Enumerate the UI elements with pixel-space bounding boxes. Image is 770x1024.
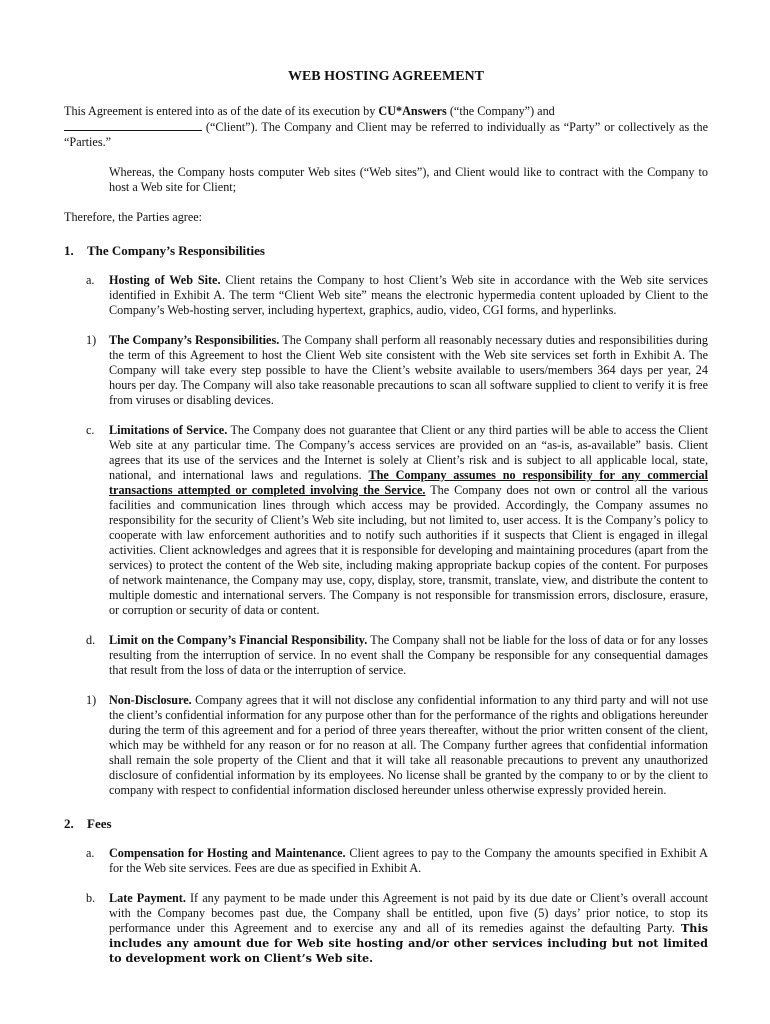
clause-text: If any payment to be made under this Agreement is not paid by its due date or Client’s overall account with the Company becomes past due, the Company shall be entitled, upon five (5) days’ prior notice, to stop its performance under this Agreement and to exercise any and all of its remedies against the defaulting Party.	[109, 891, 709, 935]
clause-heading: Late Payment.	[109, 891, 186, 905]
clause-text: The Company shall not be liable for the loss of data or for any losses resulting from the interruption of service. In no event shall the Company be responsible for any consequential damages that result from the loss of data or the interruption of service.	[109, 633, 708, 677]
intro-paragraph	[64, 104, 708, 150]
clause-text: Company agrees that it will not disclose any confidential information to any third party and will not use the client’s confidential information for any purpose other than for the performance of the rights and obligations hereunder during the term of this agreement and for a period of three years thereafter, without the prior written consent of the client, which may be withheld for any reason or for no reason at all. The Company further agrees that confidential information shall remain the sole property of the Client and that it will take all reasonable precautions to prevent any unauthorized disclosure of confidential information by its employees. No license shall be granted by the company to or by the client to company with respect to confidential information disclosed hereunder unless otherwise expressly provided herein.	[109, 693, 708, 797]
intro-text-1: This Agreement is entered into as of the date of its execution by	[64, 104, 379, 118]
intro-text-3: (“Client”). The Company and Client may be referred to individually as “Party” or collectively as the “Parties.”	[64, 120, 708, 149]
clause-heading: Hosting of Web Site.	[109, 273, 221, 287]
therefore-paragraph: Therefore, the Parties agree:	[64, 210, 203, 224]
clause-text: The Company shall perform all reasonably necessary duties and responsibilities during the term of this Agreement to host the Client Web site consistent with the Web site services set forth in Exhibit A. The Company will take every step possible to have the Client’s website available to users/members 364 days per year, 24 hours per day. The Company will also take reasonable precautions to scan all software supplied to client to verify it is free from viruses or disabling devices.	[109, 333, 708, 407]
clause-marker: 1)	[86, 333, 97, 347]
clause-heading: Limit on the Company’s Financial Responsibility.	[109, 633, 368, 647]
clause-marker: b.	[86, 891, 96, 905]
clause-text: The Company does not guarantee that Client or any third parties will be able to access the Client Web site at any particular time. The Company’s access services are provided on an “as-is, as-available” basis. Client agrees that its use of the services and the Internet is solely at Client’s risk and is subject to all applicable local, state, national, and international laws and regulations.	[109, 423, 708, 482]
document-page	[64, 68, 708, 981]
company-name: CU*Answers	[378, 104, 447, 118]
section-1-title: The Company’s Responsibilities	[87, 243, 265, 258]
whereas-paragraph: Whereas, the Company hosts computer Web sites (“Web sites”), and Client would like to contract with the Company to host a Web site for Client;	[109, 165, 708, 194]
section-2-heading	[64, 816, 708, 832]
clause-1b	[64, 333, 708, 408]
clause-heading: The Company’s Responsibilities.	[109, 333, 280, 347]
section-1-number: 1.	[64, 243, 74, 258]
clause-marker: a.	[86, 273, 95, 287]
clause-bold-text: This includes any amount due for Web site hosting and/or other services including but not limited to development work on Client’s Web site.	[109, 921, 708, 965]
clause-text: Client retains the Company to host Client’s Web site in accordance with the Web site services identified in Exhibit A. The term “Client Web site” means the electronic hypermedia content uploaded by Client to the Company’s Web-hosting server, including hypertext, graphics, audio, video, CGI forms, and hyperlinks.	[109, 273, 708, 317]
section-2-number: 2.	[64, 816, 74, 831]
clause-1c	[64, 423, 708, 618]
clause-1a	[64, 273, 708, 318]
section-1-heading	[64, 243, 708, 259]
clause-underlined-text: The Company assumes no responsibility for any commercial transactions attempted or completed involving the Service.	[109, 468, 709, 497]
document-title: WEB HOSTING AGREEMENT	[287, 69, 485, 84]
clause-text-continued: The Company does not own or control all the various facilities and communication lines through which access may be provided. Accordingly, the Company assumes no responsibility for the security of Client’s Web site including, but not limited to, user access. It is the Company’s policy to cooperate with law enforcement authorities and to notify such authorities if it suspects that Client is engaged in illegal activities. Client acknowledges and agrees that it is responsible for developing and maintaining procedures (apart from the services) to protect the content of the Web site, including making appropriate backup copies of the content. For purposes of network maintenance, the Company may use, copy, display, store, transmit, translate, view, and distribute the content to multiple domestic and international servers. The Company is not responsible for transmission errors, disclosure, erasure, or corruption or security of data or content.	[109, 483, 708, 617]
clause-2a	[64, 846, 708, 876]
clause-heading: Non-Disclosure.	[109, 693, 192, 707]
clause-heading: Limitations of Service.	[109, 423, 228, 437]
clause-marker: c.	[86, 423, 95, 437]
clause-marker: d.	[86, 633, 96, 647]
intro-text-2: (“the Company”) and	[446, 104, 555, 118]
client-name-blank	[64, 119, 202, 131]
clause-heading: Compensation for Hosting and Maintenance.	[109, 846, 346, 860]
clause-2b	[64, 891, 708, 966]
section-2-title: Fees	[87, 816, 112, 831]
clause-marker: a.	[86, 846, 95, 860]
clause-marker: 1)	[86, 693, 97, 707]
clause-text: Client agrees to pay to the Company the amounts specified in Exhibit A for the Web site services. Fees are due as specified in Exhibit A.	[109, 846, 708, 875]
clause-1e	[64, 693, 708, 798]
clause-1d	[64, 633, 708, 678]
